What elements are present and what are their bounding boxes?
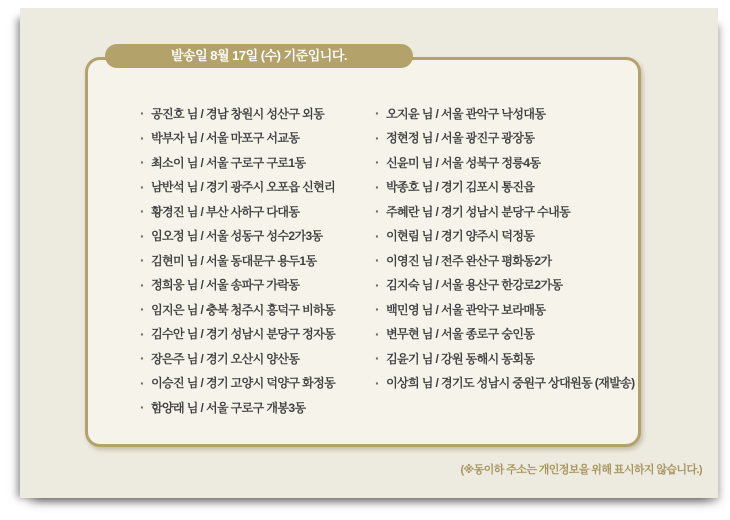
recipient-text: 박종호 님 / 경기 김포시 통진읍 — [386, 180, 535, 195]
list-item — [140, 395, 335, 420]
bullet-icon: · — [375, 227, 380, 244]
recipient-text: 김현미 님 / 서울 동대문구 용두1동 — [151, 253, 317, 268]
recipient-text: 임지은 님 / 충북 청주시 흥덕구 비하동 — [151, 302, 336, 317]
bullet-icon: · — [375, 374, 380, 391]
recipient-text: 이상희 님 / 경기도 성남시 중원구 상대원동 (재발송) — [386, 376, 635, 391]
list-item — [375, 150, 635, 175]
list-item — [375, 273, 635, 298]
list-item — [375, 346, 635, 371]
list-item — [375, 126, 635, 151]
shipping-date-badge: 발송일 8월 17일 (수) 기준입니다. — [105, 44, 413, 68]
bullet-icon: · — [375, 301, 380, 318]
list-item — [140, 273, 335, 298]
bullet-icon: · — [140, 178, 145, 195]
list-item — [375, 371, 635, 396]
recipient-text: 주혜란 님 / 경기 성남시 분당구 수내동 — [386, 204, 571, 219]
recipient-text: 백민영 님 / 서울 관악구 보라매동 — [386, 302, 546, 317]
recipient-text: 김수안 님 / 경기 성남시 분당구 정자동 — [151, 327, 336, 342]
bullet-icon: · — [140, 350, 145, 367]
privacy-footnote: (※동이하 주소는 개인정보을 위해 표시하지 않습니다.) — [460, 464, 702, 476]
list-item — [375, 199, 635, 224]
recipient-column-right — [375, 101, 635, 395]
list-item — [375, 297, 635, 322]
bullet-icon: · — [140, 399, 145, 416]
list-item — [140, 101, 335, 126]
recipient-text: 최소이 님 / 서울 구로구 구로1동 — [151, 155, 306, 170]
bullet-icon: · — [140, 374, 145, 391]
bullet-icon: · — [140, 129, 145, 146]
bullet-icon: · — [375, 276, 380, 293]
bullet-icon: · — [140, 105, 145, 122]
recipient-text: 이영진 님 / 전주 완산구 평화동2가 — [386, 253, 552, 268]
list-item — [375, 224, 635, 249]
bullet-icon: · — [140, 252, 145, 269]
bullet-icon: · — [140, 325, 145, 342]
recipient-text: 정희웅 님 / 서울 송파구 가락동 — [151, 278, 300, 293]
list-item — [140, 224, 335, 249]
recipient-text: 김지숙 님 / 서울 용산구 한강로2가동 — [386, 278, 563, 293]
recipient-text: 함양래 님 / 서울 구로구 개봉3동 — [151, 400, 306, 415]
list-item — [140, 150, 335, 175]
list-item — [140, 199, 335, 224]
bullet-icon: · — [375, 154, 380, 171]
bullet-icon: · — [375, 129, 380, 146]
recipient-text: 이현림 님 / 경기 양주시 덕정동 — [386, 229, 535, 244]
bullet-icon: · — [375, 252, 380, 269]
list-item — [140, 346, 335, 371]
recipient-text: 임오정 님 / 서울 성동구 성수2가3동 — [151, 229, 323, 244]
list-item — [375, 248, 635, 273]
recipient-text: 남반석 님 / 경기 광주시 오포읍 신현리 — [151, 180, 336, 195]
recipient-list-box — [85, 57, 641, 447]
bullet-icon: · — [140, 203, 145, 220]
bullet-icon: · — [140, 154, 145, 171]
recipient-text: 김윤기 님 / 강원 동해시 동회동 — [386, 351, 535, 366]
recipient-text: 황경진 님 / 부산 사하구 다대동 — [151, 204, 300, 219]
bullet-icon: · — [140, 276, 145, 293]
list-item — [140, 248, 335, 273]
bullet-icon: · — [140, 227, 145, 244]
recipient-column-left — [140, 101, 335, 420]
bullet-icon: · — [375, 325, 380, 342]
list-item — [140, 175, 335, 200]
recipient-text: 정현정 님 / 서울 광진구 광장동 — [386, 131, 535, 146]
recipient-text: 장은주 님 / 경기 오산시 양산동 — [151, 351, 300, 366]
list-item — [140, 371, 335, 396]
recipient-text: 오지윤 님 / 서울 관악구 낙성대동 — [386, 106, 546, 121]
recipient-text: 신윤미 님 / 서울 성북구 정릉4동 — [386, 155, 541, 170]
bullet-icon: · — [375, 203, 380, 220]
bullet-icon: · — [375, 178, 380, 195]
bullet-icon: · — [375, 350, 380, 367]
list-item — [140, 322, 335, 347]
list-item — [375, 101, 635, 126]
list-item — [375, 322, 635, 347]
notice-card — [20, 8, 718, 498]
recipient-text: 박부자 님 / 서울 마포구 서교동 — [151, 131, 300, 146]
list-item — [140, 297, 335, 322]
recipient-text: 공진호 님 / 경남 창원시 성산구 외동 — [151, 106, 325, 121]
bullet-icon: · — [375, 105, 380, 122]
list-item — [375, 175, 635, 200]
list-item — [140, 126, 335, 151]
recipient-text: 변무현 님 / 서울 종로구 숭인동 — [386, 327, 535, 342]
recipient-text: 이승진 님 / 경기 고양시 덕양구 화정동 — [151, 376, 336, 391]
bullet-icon: · — [140, 301, 145, 318]
